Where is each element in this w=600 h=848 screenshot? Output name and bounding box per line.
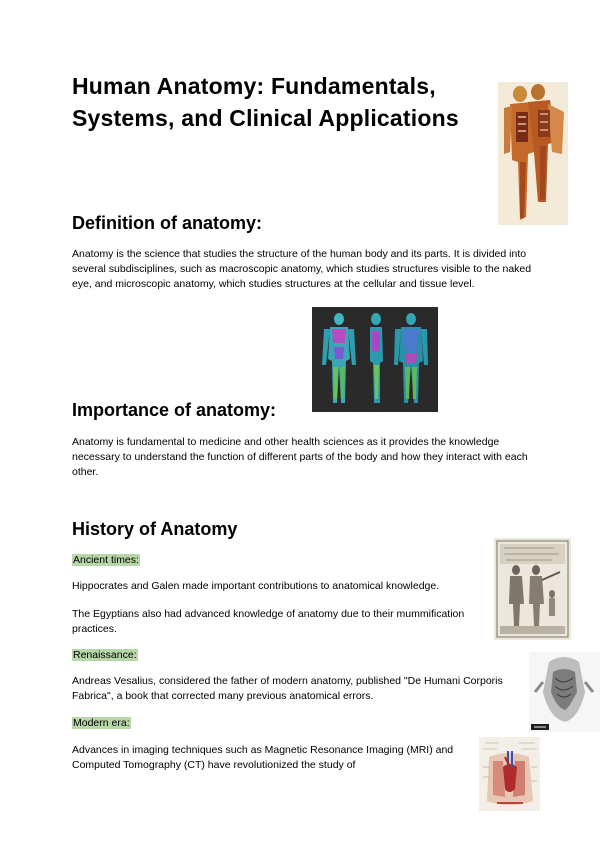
history-heading: History of Anatomy — [72, 519, 238, 539]
renaissance-paragraph: Andreas Vesalius, considered the father of modern anatomy, published "De Humani Corporis Fabrica", a book that corrected many previous anatomical errors. — [72, 675, 503, 702]
page-title: Human Anatomy: Fundamentals, Systems, and Clinical Applications — [72, 73, 459, 131]
ancient-paragraph-2: The Egyptians also had advanced knowledge of anatomy due to their mummification practices. — [72, 608, 465, 635]
definition-heading: Definition of anatomy: — [72, 213, 262, 233]
importance-paragraph: Anatomy is fundamental to medicine and other health sciences as it provides the knowledge necessary to understand the function of different parts of the body and how they interact with each other. — [72, 436, 528, 478]
renaissance-label — [72, 648, 138, 663]
anatomy-illustration-vintage — [498, 82, 568, 225]
anatomy-engraving-illustration — [494, 538, 571, 640]
importance-heading: Importance of anatomy: — [72, 400, 277, 420]
ancient-highlight: Ancient times: — [73, 554, 139, 566]
thorax-heart-illustration — [479, 737, 540, 811]
ancient-paragraph-1: Hippocrates and Galen made important contributions to anatomical knowledge. — [72, 580, 440, 592]
modern-highlight: Modern era: — [73, 717, 130, 729]
modern-label — [72, 716, 131, 731]
renaissance-highlight: Renaissance: — [73, 649, 137, 661]
anatomy-3d-muscle-model — [312, 307, 438, 412]
definition-paragraph: Anatomy is the science that studies the structure of the human body and its parts. It is divided into several subdisciplines, such as macroscopic anatomy, which studies structures visible to the naked eye, and microscopic anatomy, which studies structures at the cellular and tissue level. — [72, 248, 532, 290]
ancient-label — [72, 553, 140, 568]
vesalius-torso-illustration — [529, 652, 600, 732]
modern-paragraph: Advances in imaging techniques such as Magnetic Resonance Imaging (MRI) and Computed Tomography (CT) have revolutionized the study of — [72, 744, 454, 771]
